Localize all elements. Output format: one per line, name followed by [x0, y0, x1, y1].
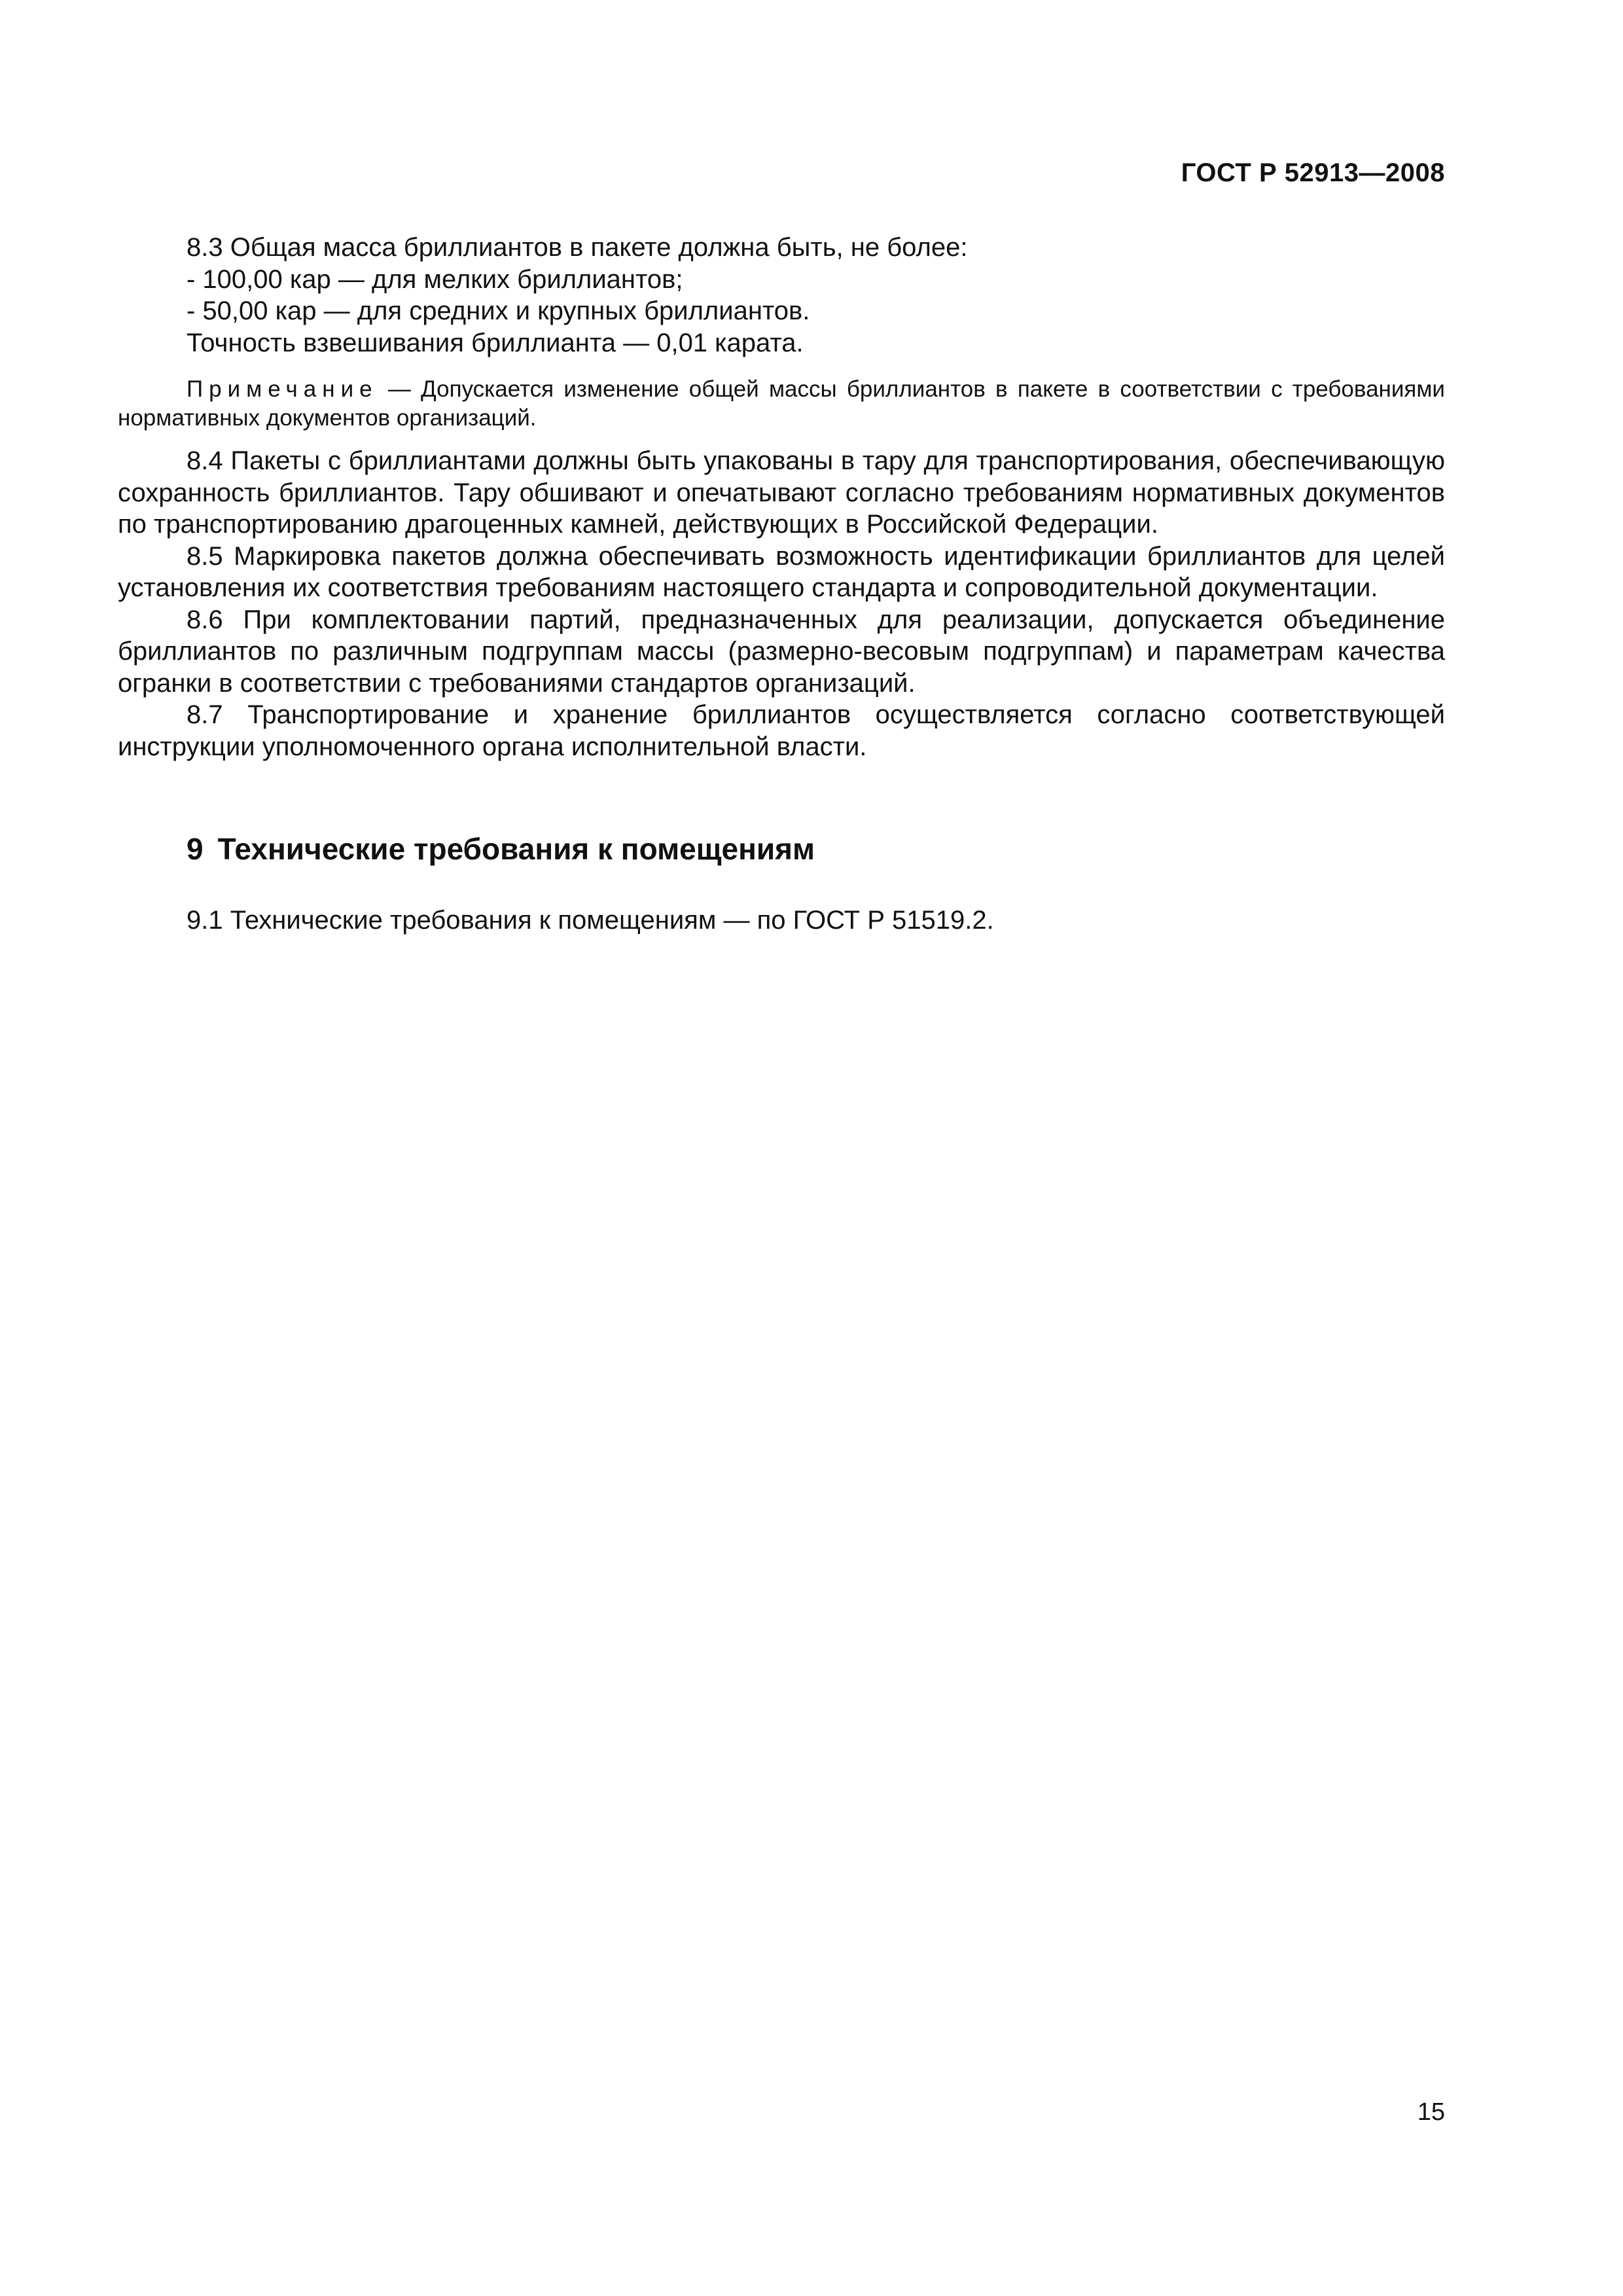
note [118, 375, 1445, 433]
clause-8-3 [118, 232, 1445, 359]
clause-8-5: 8.5 Маркировка пакетов должна обеспечивать возможность идентификации бриллиантов для целей установления их соответствия требованиям настоящего стандарта и сопроводительной документации. [118, 541, 1445, 602]
clause-9-1: 9.1 Технические требования к помещениям — по ГОСТ Р 51519.2. [187, 906, 994, 935]
clauses-8-4-to-8-7 [118, 445, 1445, 762]
clause-8-6: 8.6 При комплектовании партий, предназначенных для реализации, допускается объединение бриллиантов по различным подгруппам массы (размерно-весовым подгруппам) и параметрам качества огранки в соответствии с требованиями стандартов организаций. [118, 605, 1445, 698]
document-designation: ГОСТ Р 52913—2008 [1181, 158, 1445, 187]
clause-8-4: 8.4 Пакеты с бриллиантами должны быть упакованы в тару для транспортирования, обеспечивающую сохранность бриллиантов. Тару обшивают и опечатывают согласно требованиям нормативных документов по транспортированию драгоценных камней, действующих в Российской Федерации. [118, 446, 1445, 539]
section-9-heading [187, 831, 815, 867]
note-label: Примечание [187, 376, 378, 402]
clause-8-3-line: - 100,00 кар — для мелких бриллиантов; [187, 264, 683, 294]
clause-8-7: 8.7 Транспортирование и хранение бриллиантов осуществляется согласно соответствующей инструкции уполномоченного органа исполнительной власти. [118, 700, 1445, 761]
clause-8-3-line: 8.3 Общая масса бриллиантов в пакете должна быть, не более: [187, 233, 968, 262]
section-number: 9 [187, 832, 204, 866]
note-text: — Допускается изменение общей массы бриллиантов в пакете в соответствии с требованиями нормативных документов организаций. [118, 376, 1445, 431]
clause-8-3-line: Точность взвешивания бриллианта — 0,01 карата. [187, 328, 804, 357]
section-title: Технические требования к помещениям [217, 832, 815, 866]
clause-8-3-line: - 50,00 кар — для средних и крупных бриллиантов. [187, 296, 810, 325]
page-number: 15 [1417, 2098, 1445, 2126]
